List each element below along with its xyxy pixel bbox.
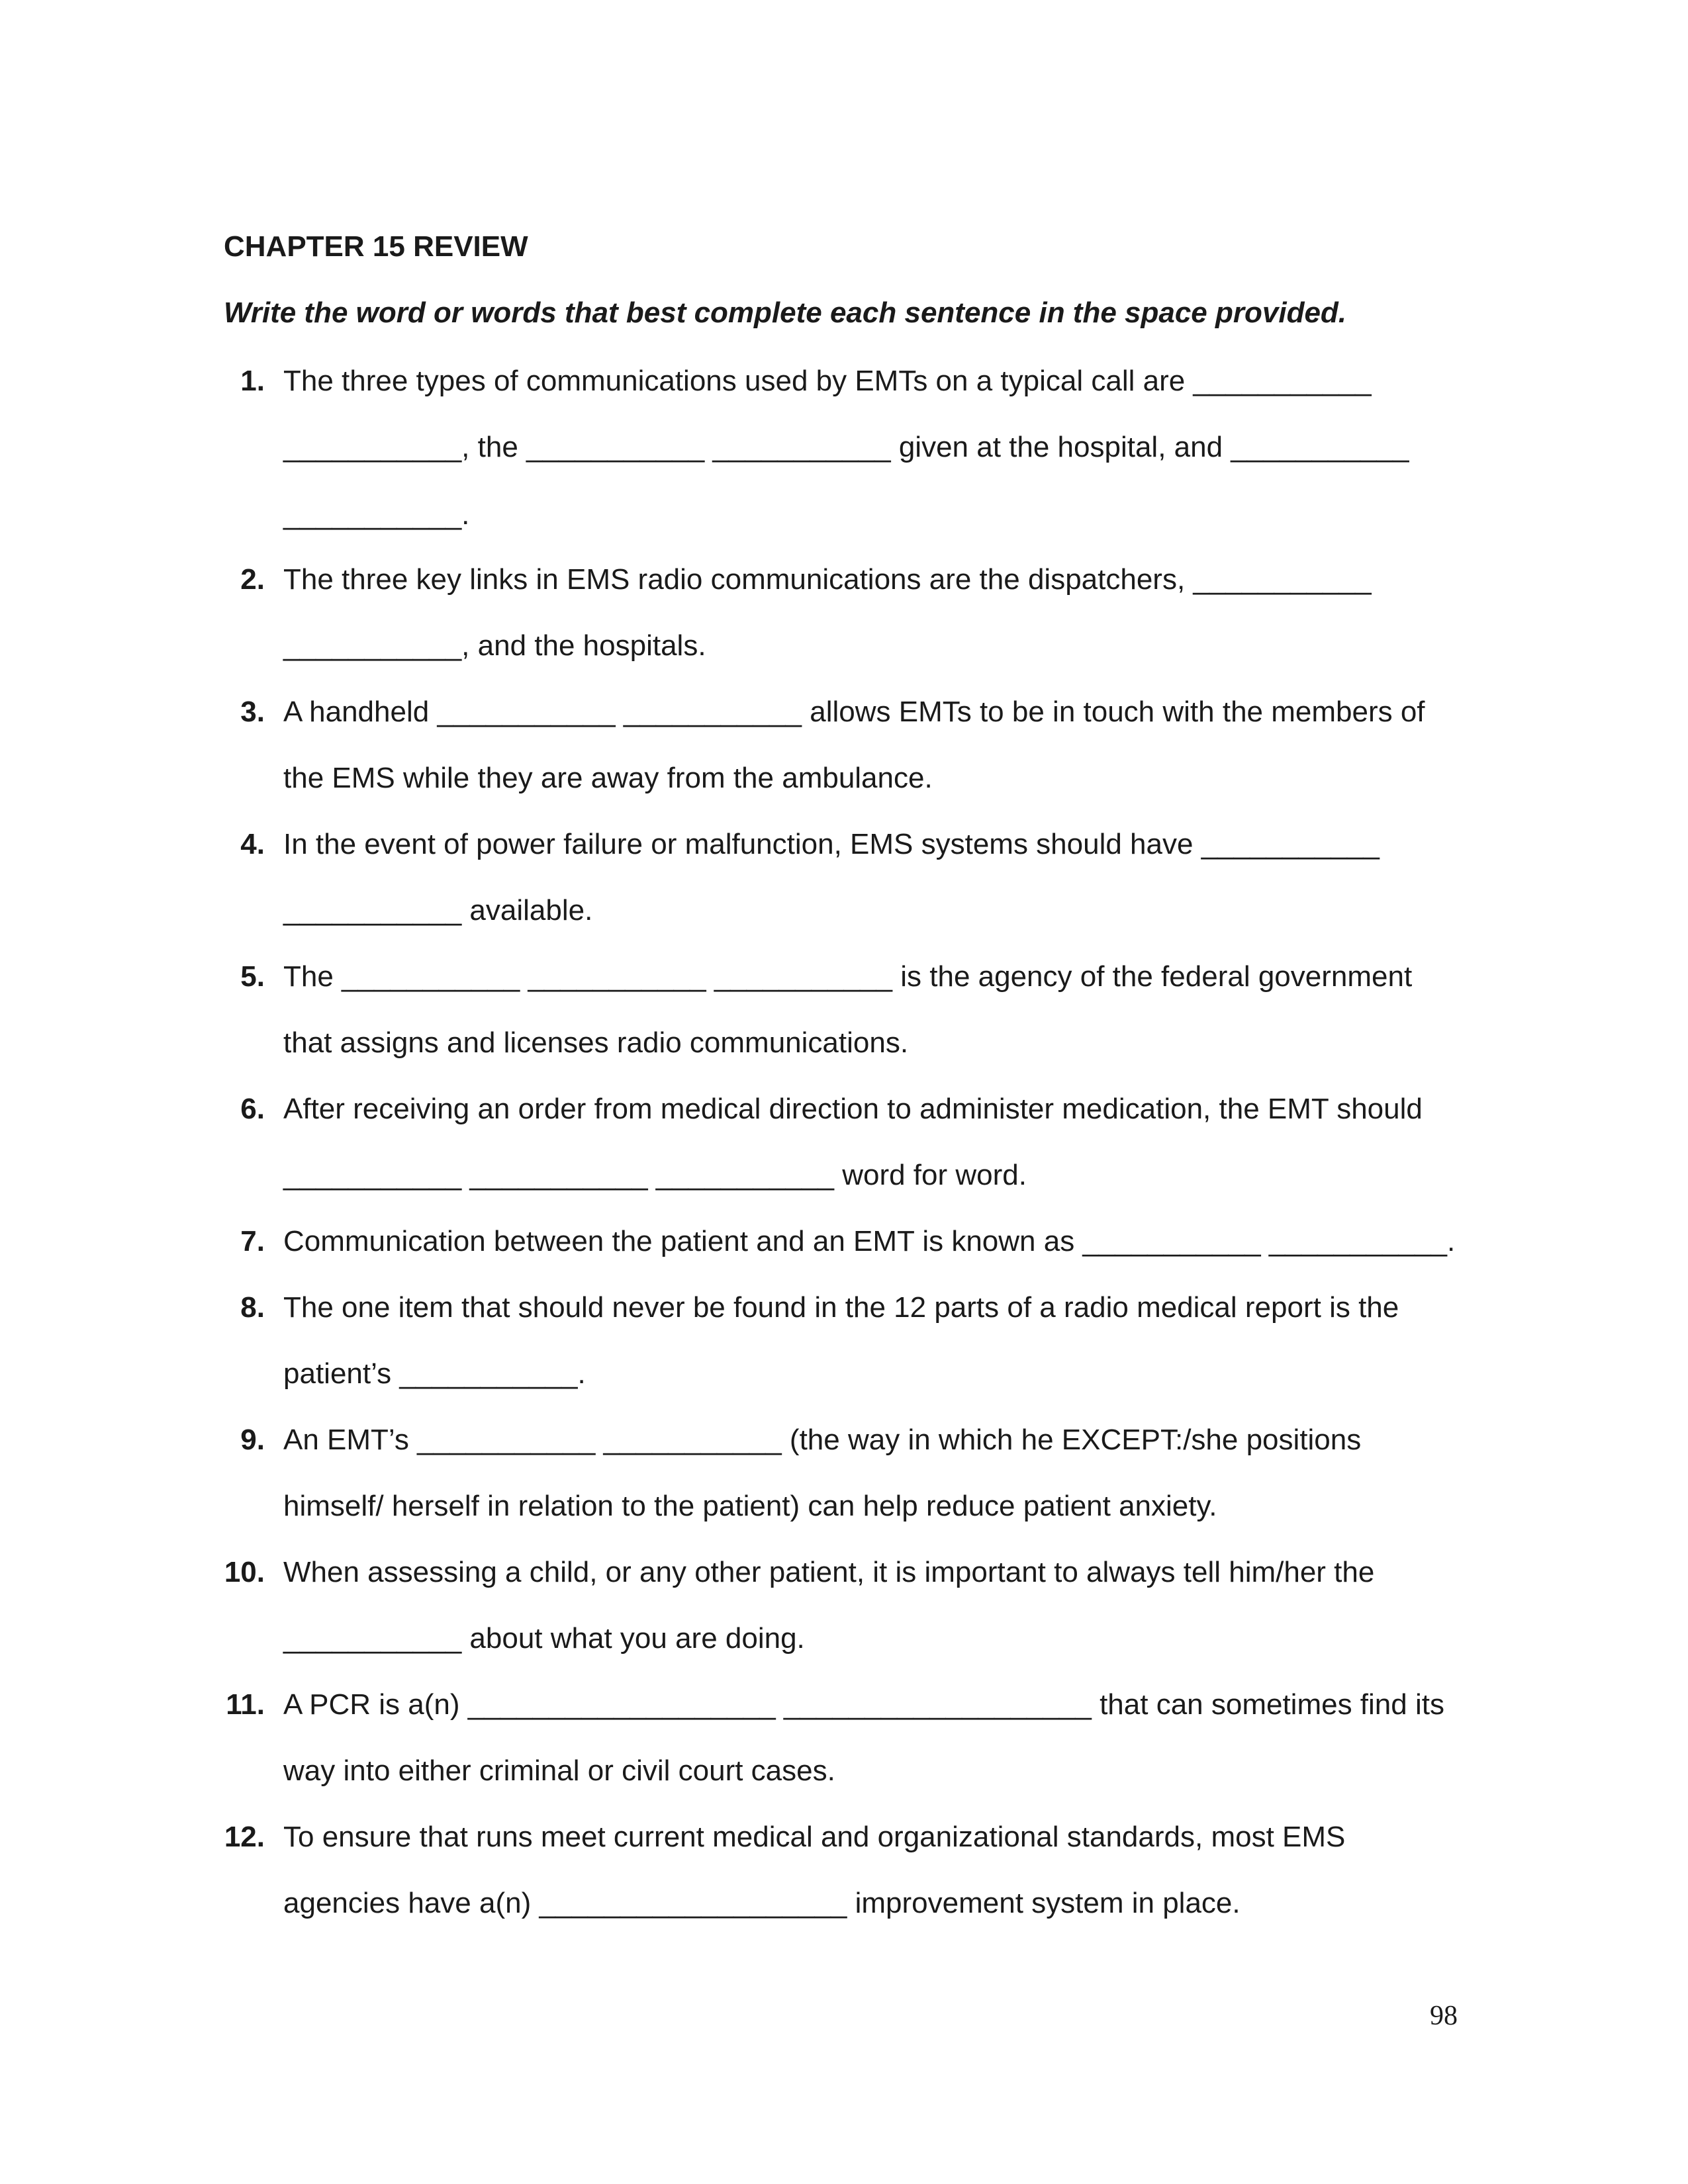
question-2-line-1: The three key links in EMS radio communications are the dispatchers, ___________: [283, 563, 1372, 596]
question-number: 4.: [240, 828, 265, 860]
question-number: 2.: [240, 563, 265, 596]
question-12-line-2: agencies have a(n) ___________________ improvement system in place.: [283, 1887, 1241, 1919]
chapter-heading: CHAPTER 15 REVIEW: [224, 230, 528, 263]
question-6-line-2: ___________ ___________ ___________ word for word.: [283, 1159, 1027, 1191]
question-10-line-1: When assessing a child, or any other patient, it is important to always tell him/her the: [283, 1556, 1375, 1588]
question-4-line-1: In the event of power failure or malfunction, EMS systems should have ___________: [283, 828, 1380, 860]
question-11-line-2: way into either criminal or civil court cases.: [283, 1754, 835, 1787]
question-3-line-1: A handheld ___________ ___________ allows EMTs to be in touch with the members of: [283, 696, 1425, 728]
instructions: Write the word or words that best complete each sentence in the space provided.: [224, 296, 1347, 329]
question-3-line-2: the EMS while they are away from the ambulance.: [283, 762, 933, 794]
question-10-line-2: ___________ about what you are doing.: [283, 1622, 805, 1655]
question-5-line-2: that assigns and licenses radio communications.: [283, 1026, 909, 1059]
question-number: 5.: [240, 960, 265, 993]
question-4-line-2: ___________ available.: [283, 894, 593, 927]
question-11-line-1: A PCR is a(n) ___________________ ___________________ that can sometimes find its: [283, 1688, 1444, 1721]
question-number: 1.: [240, 365, 265, 397]
question-5-line-1: The ___________ ___________ ___________ is the agency of the federal government: [283, 960, 1413, 993]
question-7-line-1: Communication between the patient and an EMT is known as ___________ ___________.: [283, 1225, 1456, 1257]
question-number: 7.: [240, 1225, 265, 1257]
question-6-line-1: After receiving an order from medical direction to administer medication, the EMT should: [283, 1093, 1423, 1125]
question-12-line-1: To ensure that runs meet current medical and organizational standards, most EMS: [283, 1821, 1346, 1853]
question-number: 6.: [240, 1093, 265, 1125]
question-1-line-3: ___________.: [283, 498, 470, 531]
question-9-line-2: himself/ herself in relation to the patient) can help reduce patient anxiety.: [283, 1490, 1217, 1522]
question-number: 9.: [240, 1424, 265, 1456]
question-number: 11.: [226, 1688, 265, 1721]
question-number: 12.: [224, 1821, 265, 1853]
question-number: 3.: [240, 696, 265, 728]
question-2-line-2: ___________, and the hospitals.: [283, 629, 706, 662]
question-number: 10.: [224, 1556, 265, 1588]
question-1-line-2: ___________, the ___________ ___________ given at the hospital, and ___________: [283, 431, 1409, 463]
question-8-line-2: patient’s ___________.: [283, 1357, 586, 1390]
question-9-line-1: An EMT’s ___________ ___________ (the way in which he EXCEPT:/she positions: [283, 1424, 1362, 1456]
question-8-line-1: The one item that should never be found in the 12 parts of a radio medical report is the: [283, 1291, 1399, 1324]
page-number: 98: [1430, 2001, 1458, 2031]
question-number: 8.: [240, 1291, 265, 1324]
question-1-line-1: The three types of communications used by EMTs on a typical call are ___________: [283, 365, 1372, 397]
